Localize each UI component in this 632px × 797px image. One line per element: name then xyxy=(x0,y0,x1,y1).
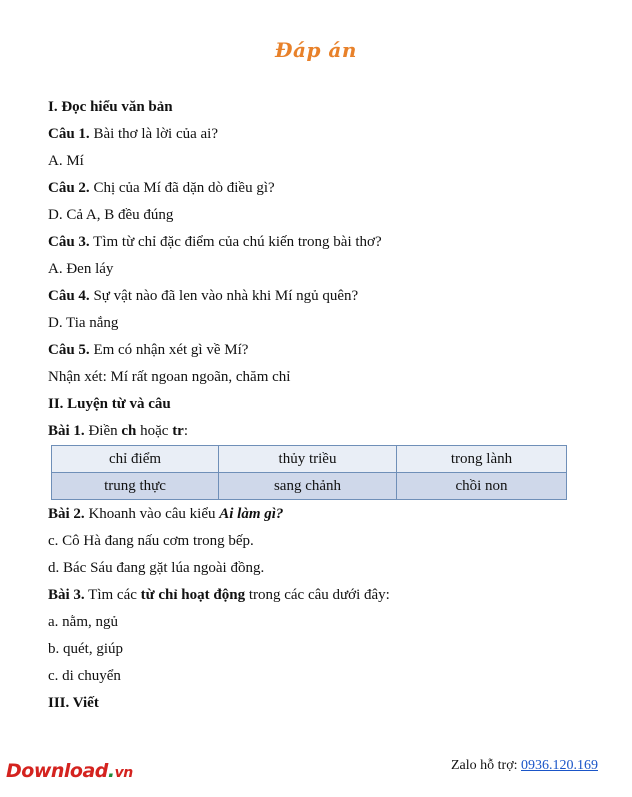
exercise-3-label: Bài 3. xyxy=(48,587,85,603)
table-row xyxy=(52,473,567,500)
exercise-1 xyxy=(48,422,188,440)
question-5-label: Câu 5. xyxy=(48,342,90,358)
exercise-1-text-2: hoặc xyxy=(136,423,173,439)
exercise-3-answer-a: a. nằm, ngủ xyxy=(48,614,118,630)
support-info xyxy=(451,758,598,774)
exercise-3-emph: từ chỉ hoạt động xyxy=(140,587,246,603)
exercise-2-answer-d: d. Bác Sáu đang gặt lúa ngoài đồng. xyxy=(48,560,265,576)
exercise-1-text-3: : xyxy=(183,423,189,439)
answer-1: A. Mí xyxy=(48,153,84,169)
question-1-label: Câu 1. xyxy=(48,126,90,142)
section-1-heading: I. Đọc hiểu văn bản xyxy=(48,99,173,115)
question-4 xyxy=(48,287,358,305)
exercise-2 xyxy=(48,505,283,523)
exercise-2-label: Bài 2. xyxy=(48,506,85,522)
question-5 xyxy=(48,341,248,359)
exercise-1-label: Bài 1. xyxy=(48,423,85,439)
download-logo[interactable] xyxy=(6,760,133,782)
exercise-2-text: Khoanh vào câu kiểu xyxy=(84,506,220,522)
page-title: Đáp án xyxy=(275,38,357,62)
fill-in-table xyxy=(51,445,567,500)
exercise-1-text-1: Điền xyxy=(84,423,122,439)
question-2-text: Chị của Mí đã dặn dò điều gì? xyxy=(89,180,275,196)
table-cell: chỉ điểm xyxy=(52,446,219,473)
question-3 xyxy=(48,233,382,251)
logo-vn: vn xyxy=(114,765,133,781)
answer-5: Nhận xét: Mí rất ngoan ngoãn, chăm chỉ xyxy=(48,369,291,385)
question-2 xyxy=(48,179,275,197)
question-3-label: Câu 3. xyxy=(48,234,90,250)
question-5-text: Em có nhận xét gì về Mí? xyxy=(89,342,249,358)
answer-4: D. Tia nắng xyxy=(48,315,119,331)
exercise-2-answer-c: c. Cô Hà đang nấu cơm trong bếp. xyxy=(48,533,254,549)
question-1 xyxy=(48,125,218,143)
table-cell: sang chảnh xyxy=(219,473,397,500)
question-1-text: Bài thơ là lời của ai? xyxy=(89,126,219,142)
table-cell: trong lành xyxy=(397,446,567,473)
question-4-label: Câu 4. xyxy=(48,288,90,304)
answer-2: D. Cả A, B đều đúng xyxy=(48,207,174,223)
exercise-1-ch: ch xyxy=(121,423,137,439)
support-label: Zalo hỗ trợ: xyxy=(451,758,521,773)
logo-dot: . xyxy=(107,760,115,782)
exercise-3-text-2: trong các câu dưới đây: xyxy=(245,587,390,603)
table-row xyxy=(52,446,567,473)
table-cell: chồi non xyxy=(397,473,567,500)
exercise-3-answer-c: c. di chuyển xyxy=(48,668,121,684)
exercise-3-answer-b: b. quét, giúp xyxy=(48,641,123,657)
exercise-3-text-1: Tìm các xyxy=(84,587,141,603)
section-2-heading: II. Luyện từ và câu xyxy=(48,396,171,412)
exercise-1-tr: tr xyxy=(172,423,184,439)
table-cell: trung thực xyxy=(52,473,219,500)
support-phone-link[interactable]: 0936.120.169 xyxy=(521,758,598,773)
logo-main: Download xyxy=(6,760,108,782)
exercise-3 xyxy=(48,586,390,604)
section-3-heading: III. Viết xyxy=(48,695,99,711)
question-3-text: Tìm từ chỉ đặc điểm của chú kiến trong bài thơ? xyxy=(89,234,382,250)
table-cell: thủy triều xyxy=(219,446,397,473)
question-4-text: Sự vật nào đã len vào nhà khi Mí ngủ quên? xyxy=(89,288,359,304)
question-2-label: Câu 2. xyxy=(48,180,90,196)
answer-3: A. Đen láy xyxy=(48,261,114,277)
exercise-2-emph: Ai làm gì? xyxy=(219,506,284,522)
